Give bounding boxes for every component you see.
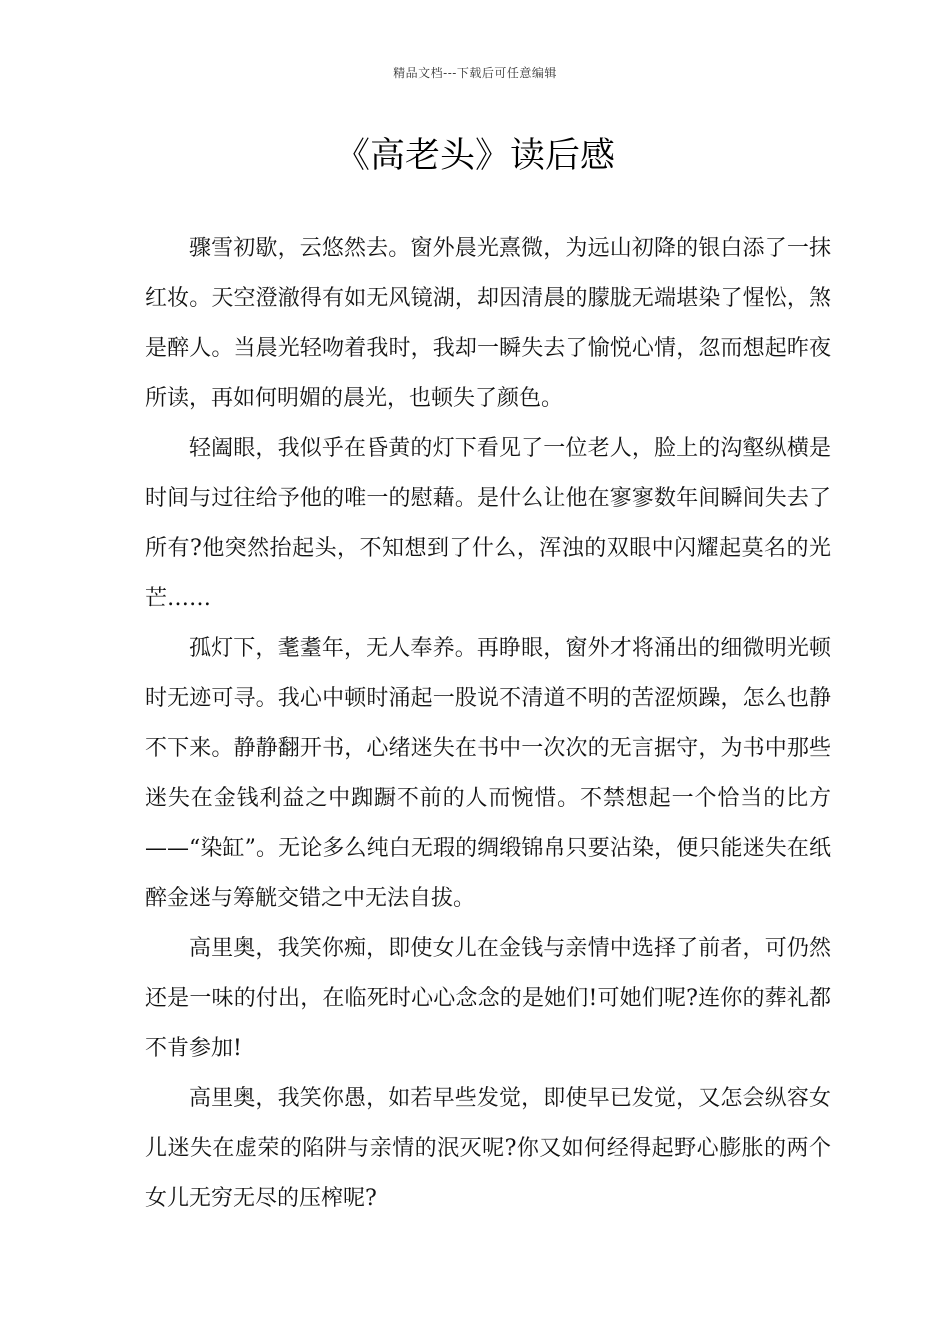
- paragraph-2: 轻阖眼，我似乎在昏黄的灯下看见了一位老人，脸上的沟壑纵横是时间与过往给予他的唯一的慰藉。是什么让他在寥寥数年间瞬间失去了所有?他突然抬起头，不知想到了什么，浑浊的双眼中闪耀起莫名的光芒……: [145, 436, 831, 611]
- paragraph-1: 骤雪初歇，云悠然去。窗外晨光熹微，为远山初降的银白添了一抹红妆。天空澄澈得有如无风镜湖，却因清晨的朦胧无端堪染了惺忪，煞是醉人。当晨光轻吻着我时，我却一瞬失去了愉悦心情，忽而想起昨夜所读，再如何明媚的晨光，也顿失了颜色。: [145, 236, 831, 411]
- document-title: 《高老头》读后感: [334, 136, 615, 176]
- header-note: 精品文档---下载后可任意编辑: [393, 66, 557, 80]
- paragraph-5: 高里奥，我笑你愚，如若早些发觉，即使早已发觉，又怎会纵容女儿迷失在虚荣的陷阱与亲情的泯灭呢?你又如何经得起野心膨胀的两个女儿无穷无尽的压榨呢?: [145, 1086, 831, 1211]
- document-body: [145, 224, 831, 1224]
- paragraph-4: 高里奥，我笑你痴，即使女儿在金钱与亲情中选择了前者，可仍然还是一味的付出，在临死时心心念念的是她们!可她们呢?连你的葬礼都不肯参加!: [145, 936, 831, 1061]
- paragraph-3: 孤灯下，耄耋年，无人奉养。再睁眼，窗外才将涌出的细微明光顿时无迹可寻。我心中顿时涌起一股说不清道不明的苦涩烦躁，怎么也静不下来。静静翻开书，心绪迷失在书中一次次的无言据守，为书中那些迷失在金钱利益之中踟蹰不前的人而惋惜。不禁想起一个恰当的比方——“染缸”。无论多么纯白无瑕的绸缎锦帛只要沾染，便只能迷失在纸醉金迷与筹觥交错之中无法自拔。: [145, 636, 831, 911]
